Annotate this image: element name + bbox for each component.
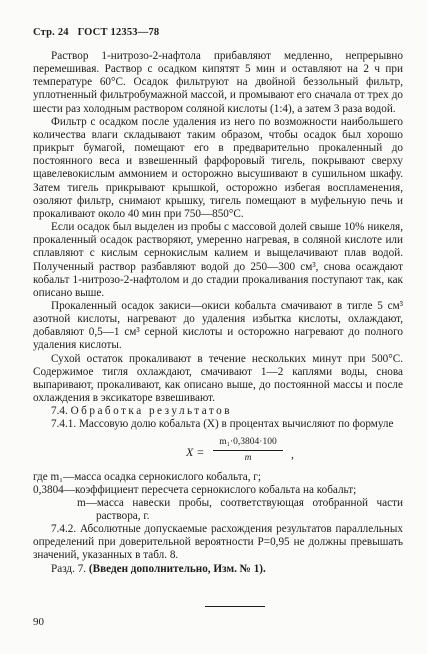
clause-7-4-1: 7.4.1. Массовую долю кобальта (X) в процентах вычисляют по формуле xyxy=(51,418,394,431)
formula-fraction xyxy=(213,436,283,465)
definition-item xyxy=(33,471,403,484)
definition-item xyxy=(33,484,403,497)
definition-text: —масса осадка сернокислого кобальта, г; xyxy=(63,470,262,483)
definition-text: —коэффициент пересчета сернокислого кобальта на кобальт; xyxy=(63,483,357,496)
formula-equals: = xyxy=(197,444,204,459)
amendment-text: (Введен дополнительно, Изм. № 1). xyxy=(88,562,266,575)
section-heading xyxy=(33,405,403,418)
formula-numerator: m₁·0,3804·100 xyxy=(213,436,283,451)
header-page: Стр. 24 xyxy=(33,27,69,38)
clause-7-4-2: 7.4.2. Абсолютные допускаемые расхождения результатов параллельных определений при доверительной вероятности P=0,95 не должны превышать значений, указанных в табл. 8. xyxy=(33,523,403,562)
paragraph-nitric-acid: Прокаленный осадок закиси—окиси кобальта смачивают в тигле 5 см³ азотной кислоты, нагревают до удаления избытка кислоты, охлаждают, добавляют 0,5—1 см³ серной кислоты и осторожно нагревают до полного удаления кислоты. xyxy=(33,299,403,352)
formula-comma: , xyxy=(291,446,294,461)
section-title: Обработка результатов xyxy=(70,405,233,418)
page-number: 90 xyxy=(33,616,44,628)
paragraph-precipitation: Раствор 1-нитрозо-2-нафтола прибавляют медленно, непрерывно перемешивая. Раствор с осадком кипятят 5 мин и оставляют на 2 ч при температуре 60°С. Осадок фильтруют на двойной беззольный фильтр, уплотненный фильтробумажной массой, и промывают его сначала от трех до шести раз холодным раствором соляной кислоты (1:4), а затем 3 раза водой. xyxy=(33,50,403,115)
definition-item xyxy=(33,497,403,523)
document-body xyxy=(33,50,403,576)
amendment-label: Разд. 7. xyxy=(51,562,87,575)
paragraph-filter-ignition: Фильтр с осадком после удаления из него по возможности наибольшего количества влаги складывают таким образом, чтобы осадок был хорошо прикрыт бумагой, помещают его в предварительно прокаленный до постоянного веса и взвешенный фарфоровый тигель, покрывают сверху щавелевокислым аммонием и осторожно высушивают в сушильном шкафу. Затем тигель прикрывают крышкой, осторожно избегая воспламенения, озоляют фильтр, снимают крышку, тигель помещают в муфельную печь и прокаливают около 40 мин при 750—850°С. xyxy=(33,115,403,220)
formula-lhs: X xyxy=(186,444,194,459)
paragraph-dry-residue: Сухой остаток прокаливают в течение нескольких минут при 500°С. Содержимое тигля охлаждают, смачивают 1—2 каплями воды, снова выпаривают, прокаливают, как описано выше, до постоянной массы и после охлаждения в эксикаторе взвешивают. xyxy=(33,352,403,405)
cobalt-formula xyxy=(33,436,403,469)
definition-text: —масса навески пробы, соответствующая отобранной части раствора, г. xyxy=(85,496,403,522)
paragraph-nickel: Если осадок был выделен из пробы с массовой долей свыше 10% никеля, прокаленный осадок растворяют, умеренно нагревая, в соляной кислоте или сплавляют с кислым сернокислым калием и выщелачивают плав водой. Полученный раствор разбавляют водой до 250—300 см³, снова осаждают кобальт 1-нитрозо-2-нафтолом и до стадии прокаливания поступают так, как описано выше. xyxy=(33,221,403,299)
section-number: 7.4. xyxy=(51,405,68,418)
formula-denominator: m xyxy=(244,452,252,463)
amendment-note xyxy=(33,563,403,576)
definition-term: где m₁ xyxy=(33,470,64,483)
header-standard: ГОСТ 12353—78 xyxy=(77,27,160,38)
formula-definitions xyxy=(33,471,403,524)
definition-term: 0,3804 xyxy=(33,483,64,496)
page-header xyxy=(33,27,159,38)
definition-term: m xyxy=(77,496,86,509)
footer-rule xyxy=(205,606,265,607)
